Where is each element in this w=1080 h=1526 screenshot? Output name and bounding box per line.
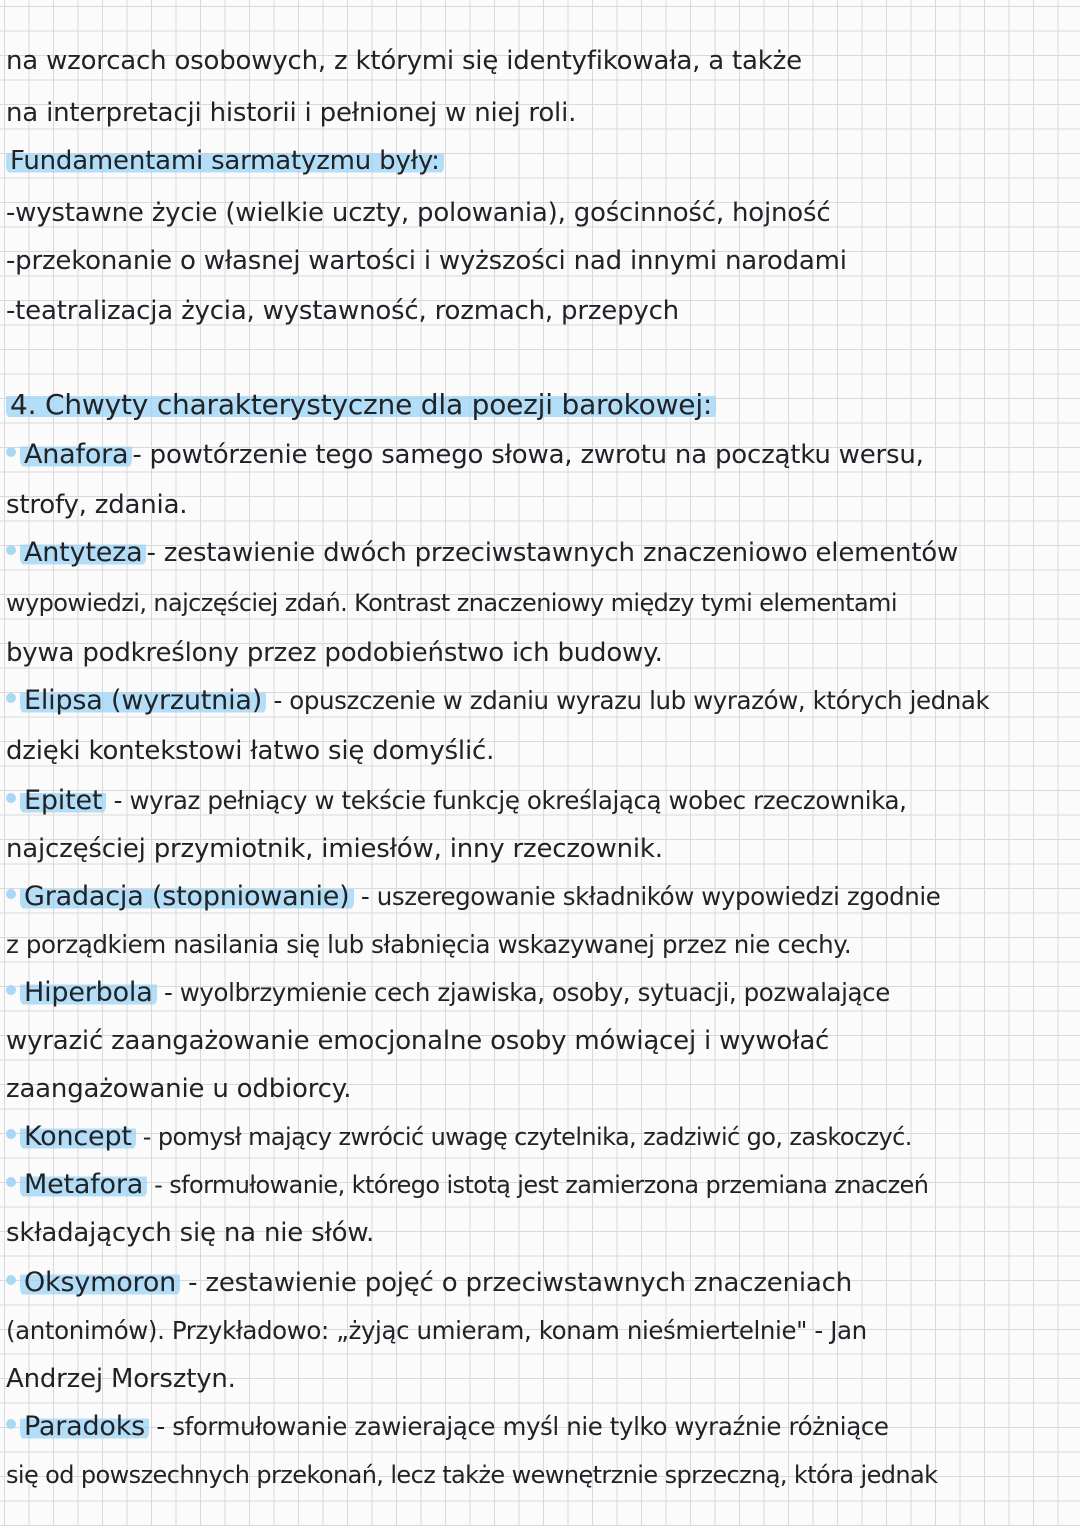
term-hiperbola-def-1: - wyolbrzymienie cech zjawiska, osoby, sytuacji, pozwalające — [156, 978, 890, 1007]
term-metafora — [6, 1168, 928, 1202]
fundamenty-item-1: -wystawne życie (wielkie uczty, polowania), gościnność, hojność — [6, 198, 831, 228]
term-gradacja-def-2: z porządkiem nasilania się lub słabnięcia wskazywanej przez nie cechy. — [6, 930, 852, 959]
intro-line-2: na interpretacji historii i pełnionej w niej roli. — [6, 98, 577, 128]
term-koncept-label: Koncept — [20, 1121, 136, 1152]
section-4-heading — [6, 388, 716, 422]
term-epitet — [6, 784, 907, 818]
term-gradacja-label: Gradacja (stopniowanie) — [20, 881, 354, 912]
term-hiperbola-label: Hiperbola — [20, 977, 157, 1008]
term-metafora-def-1: - sformułowanie, którego istotą jest zamierzona przemiana znaczeń — [147, 1171, 929, 1199]
bullet-icon — [6, 1129, 16, 1139]
term-epitet-label: Epitet — [20, 785, 106, 816]
term-antyteza-def-1: - zestawienie dwóch przeciwstawnych znaczeniowo elementów — [146, 538, 959, 568]
term-metafora-def-2: składających się na nie słów. — [6, 1218, 375, 1248]
fundamenty-item-3: -teatralizacja życia, wystawność, rozmach, przepych — [6, 296, 679, 326]
bullet-icon — [6, 1275, 16, 1285]
term-epitet-def-2: najczęściej przymiotnik, imiesłów, inny rzeczownik. — [6, 834, 663, 864]
term-anafora-def-2: strofy, zdania. — [6, 490, 188, 520]
term-oksymoron-label: Oksymoron — [20, 1267, 180, 1298]
term-antyteza-label: Antyteza — [20, 537, 146, 568]
term-paradoks — [6, 1410, 889, 1444]
term-anafora-def-1: - powtórzenie tego samego słowa, zwrotu na początku wersu, — [132, 440, 924, 470]
term-epitet-def-1: - wyraz pełniący w tekście funkcję określającą wobec rzeczownika, — [106, 786, 907, 815]
term-elipsa-label: Elipsa (wyrzutnia) — [20, 685, 266, 716]
section-4-heading-text: 4. Chwyty charakterystyczne dla poezji barokowej: — [6, 388, 716, 421]
intro-line-1: na wzorcach osobowych, z którymi się identyfikowała, a także — [6, 46, 802, 76]
term-paradoks-def-1: - sformułowanie zawierające myśl nie tylko wyraźnie różniące — [149, 1412, 889, 1441]
term-metafora-label: Metafora — [20, 1169, 147, 1200]
term-antyteza-def-2: wypowiedzi, najczęściej zdań. Kontrast znaczeniowy między tymi elementami — [6, 589, 897, 617]
bullet-icon — [6, 1177, 16, 1187]
term-paradoks-def-2: się od powszechnych przekonań, lecz także wewnętrznie sprzeczną, która jednak — [6, 1461, 938, 1489]
term-antyteza — [6, 536, 958, 570]
term-oksymoron-def-2: (antonimów). Przykładowo: „żyjąc umieram, konam nieśmiertelnie" - Jan — [6, 1316, 867, 1345]
term-antyteza-def-3: bywa podkreślony przez podobieństwo ich budowy. — [6, 638, 663, 668]
term-paradoks-label: Paradoks — [20, 1411, 149, 1442]
bullet-icon — [6, 985, 16, 995]
term-elipsa — [6, 684, 989, 718]
bullet-icon — [6, 1419, 16, 1429]
term-oksymoron — [6, 1266, 852, 1300]
term-koncept-def-1: - pomysł mający zwrócić uwagę czytelnika, zadziwić go, zaskoczyć. — [135, 1123, 912, 1151]
bullet-icon — [6, 793, 16, 803]
term-gradacja-def-1: - uszeregowanie składników wypowiedzi zgodnie — [353, 882, 941, 911]
term-elipsa-def-2: dzięki kontekstowi łatwo się domyślić. — [6, 736, 495, 766]
bullet-icon — [6, 545, 16, 555]
term-anafora — [6, 438, 924, 472]
term-hiperbola-def-2: wyrazić zaangażowanie emocjonalne osoby mówiącej i wywołać — [6, 1026, 830, 1056]
fundamenty-heading — [6, 144, 444, 178]
bullet-icon — [6, 447, 16, 457]
term-oksymoron-def-3: Andrzej Morsztyn. — [6, 1364, 236, 1394]
term-koncept — [6, 1120, 912, 1154]
term-elipsa-def-1: - opuszczenie w zdaniu wyrazu lub wyrazów, których jednak — [266, 686, 990, 715]
fundamenty-heading-text: Fundamentami sarmatyzmu były: — [6, 146, 444, 176]
term-hiperbola — [6, 976, 890, 1010]
term-oksymoron-def-1: - zestawienie pojęć o przeciwstawnych znaczeniach — [180, 1268, 852, 1298]
term-gradacja — [6, 880, 940, 914]
bullet-icon — [6, 693, 16, 703]
term-hiperbola-def-3: zaangażowanie u odbiorcy. — [6, 1074, 352, 1104]
term-anafora-label: Anafora — [20, 439, 132, 470]
fundamenty-item-2: -przekonanie o własnej wartości i wyższości nad innymi narodami — [6, 246, 847, 276]
bullet-icon — [6, 889, 16, 899]
